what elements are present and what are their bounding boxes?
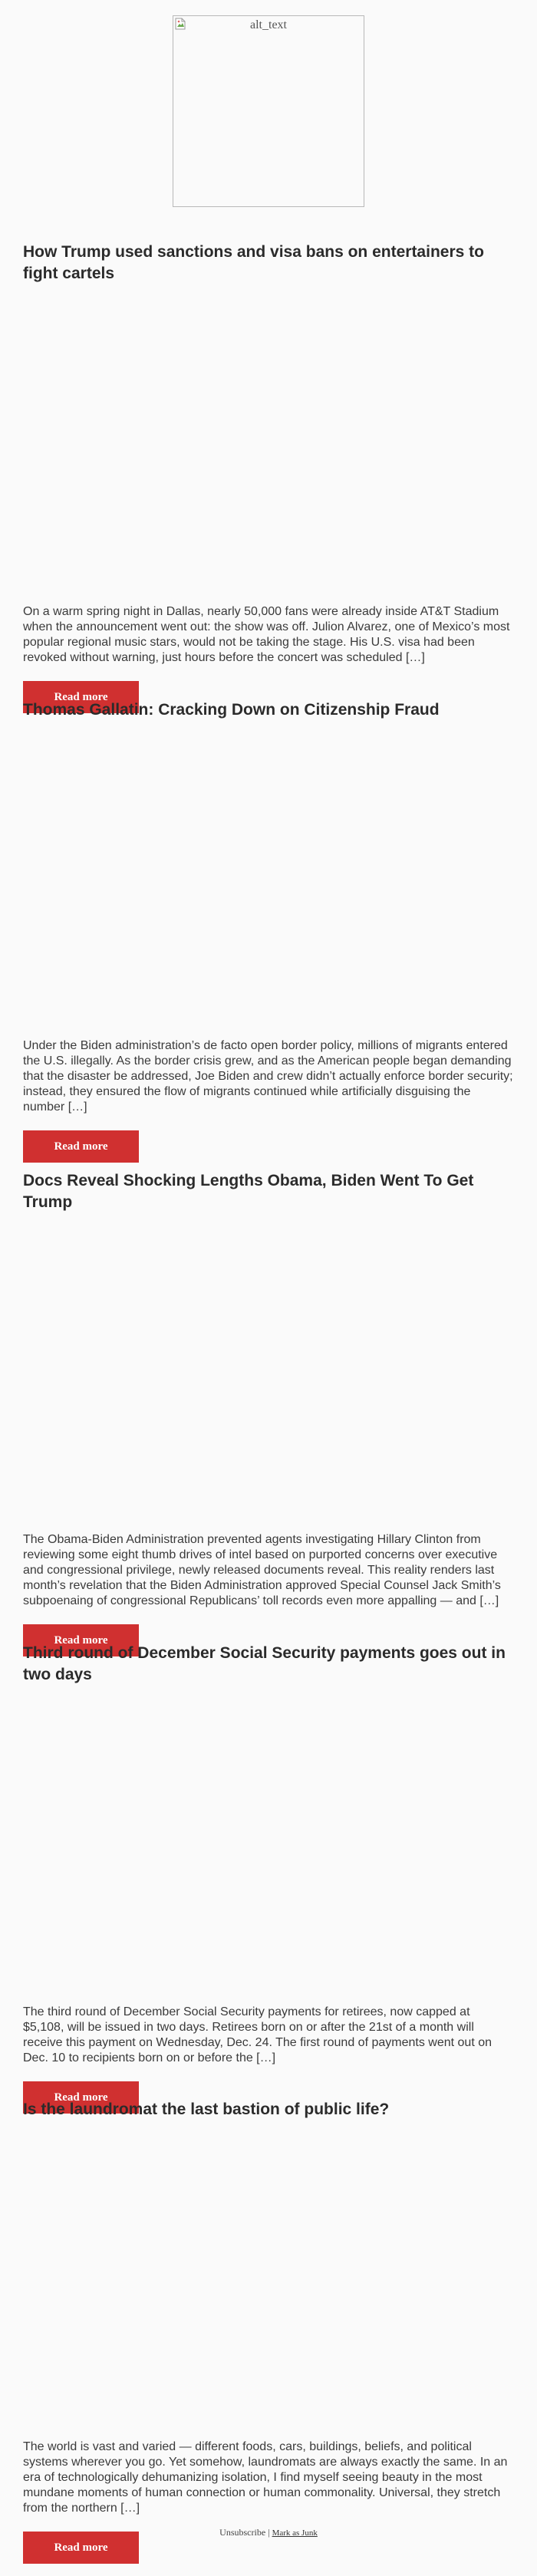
article-image bbox=[23, 1213, 514, 1520]
article-title[interactable]: Docs Reveal Shocking Lengths Obama, Biden Went To Get Trump bbox=[23, 1172, 474, 1211]
footer-separator: | bbox=[268, 2527, 270, 2538]
read-more-button[interactable]: Read more bbox=[23, 1624, 139, 1656]
footer bbox=[0, 2527, 537, 2538]
read-more-button[interactable]: Read more bbox=[23, 1130, 139, 1163]
article-image bbox=[23, 2120, 514, 2427]
article-excerpt: The world is vast and varied — different foods, cars, buildings, beliefs, and political systems wherever you go. Yet somehow, laundromats are always exactly the same. In an era of technologically dehumanizing isolation, I find myself seeing beauty in the most mundane moments of human connection or human commonality. Universal, they stretch from the northern […] bbox=[23, 2440, 508, 2515]
article-image bbox=[23, 285, 514, 591]
article-card bbox=[23, 2099, 514, 2564]
hero-image bbox=[173, 15, 364, 207]
article-title[interactable]: Third round of December Social Security payments goes out in two days bbox=[23, 1644, 506, 1683]
article-image bbox=[23, 721, 514, 1026]
read-more-button[interactable]: Read more bbox=[23, 2081, 139, 2114]
unsubscribe-link[interactable]: Unsubscribe bbox=[219, 2527, 266, 2538]
article-card bbox=[23, 699, 514, 1163]
article-excerpt: The Obama-Biden Administration prevented agents investigating Hillary Clinton from reviewing some eight thumb drives of intel based on purported concerns over executive and congressional privilege, newly released documents reveal. This reality renders last month’s revelation that the Biden Administration approved Special Counsel Jack Smith’s subpoenaing of congressional Republicans’ toll records even more appalling — and […] bbox=[23, 1533, 501, 1607]
article-excerpt: Under the Biden administration’s de facto open border policy, millions of migrants entered the U.S. illegally. As the border crisis grew, and as the American people began demanding that the disaster be addressed, Joe Biden and crew didn’t actually enforce border security; instead, they ensured the flow of migrants continued while artificially disguising the number […] bbox=[23, 1039, 513, 1114]
article-title[interactable]: Thomas Gallatin: Cracking Down on Citizenship Fraud bbox=[23, 701, 440, 719]
article-card bbox=[23, 1170, 514, 1656]
article-title[interactable]: Is the laundromat the last bastion of public life? bbox=[23, 2101, 390, 2118]
article-excerpt: The third round of December Social Security payments for retirees, now capped at $5,108, will be issued in two days. Retirees born on or after the 21st of a month will receive this payment on Wednesday, Dec. 24. The first round of payments went out on Dec. 10 to recipients born on or before the […] bbox=[23, 2005, 492, 2064]
mark-as-junk-link[interactable]: Mark as Junk bbox=[272, 2528, 318, 2538]
hero-image-alt-text: alt_text bbox=[250, 18, 287, 31]
article-card bbox=[23, 1643, 514, 2114]
read-more-button[interactable]: Read more bbox=[23, 681, 139, 713]
read-more-button[interactable]: Read more bbox=[23, 2532, 139, 2564]
article-image bbox=[23, 1686, 514, 1992]
article-card bbox=[23, 242, 514, 713]
broken-image-icon bbox=[175, 18, 186, 30]
article-excerpt: On a warm spring night in Dallas, nearly 50,000 fans were already inside AT&T Stadium when the announcement went out: the show was off. Julion Alvarez, one of Mexico’s most popular regional music stars, would not be taking the stage. His U.S. visa had been revoked without warning, just hours before the concert was scheduled […] bbox=[23, 605, 510, 664]
article-title[interactable]: How Trump used sanctions and visa bans on entertainers to fight cartels bbox=[23, 243, 484, 282]
